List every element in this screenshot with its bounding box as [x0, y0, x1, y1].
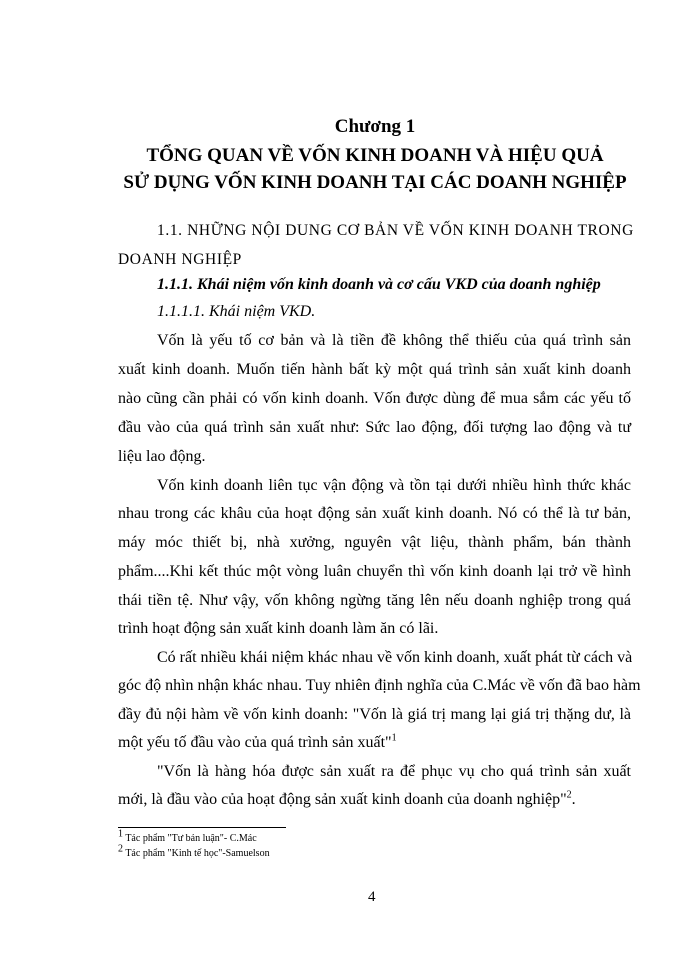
paragraph-4-line-1: "Vốn là hàng hóa được sản xuất ra để phục vụ cho quá trình sản xuất	[157, 763, 631, 780]
subsubsection-heading: 1.1.1.1. Khái niệm VKD.	[157, 303, 316, 320]
paragraph-4-line-2-text: mới, là đầu vào của hoạt động sản xuất kinh doanh của doanh nghiệp"	[118, 791, 567, 808]
footnote-2-number: 2	[118, 843, 123, 855]
paragraph-3-line-3: đầy đủ nội hàm về vốn kinh doanh: "Vốn là giá trị mang lại giá trị thặng dư, là	[118, 706, 631, 723]
paragraph-3-line-2: góc độ nhìn nhận khác nhau. Tuy nhiên định nghĩa của C.Mác về vốn đã bao hàm	[118, 677, 641, 694]
chapter-label: Chương 1	[334, 116, 416, 137]
subsection-heading: 1.1.1. Khái niệm vốn kinh doanh và cơ cấu VKD của doanh nghiệp	[157, 276, 601, 293]
chapter-title-line-1: TỔNG QUAN VỀ VỐN KINH DOANH VÀ HIỆU QUẢ	[146, 145, 604, 166]
footnote-1	[118, 828, 257, 844]
paragraph-4-line-2	[118, 791, 576, 809]
footnote-ref-2: 2	[566, 789, 572, 801]
paragraph-1-line-5: liệu lao động.	[118, 448, 206, 465]
footnote-1-number: 1	[118, 828, 123, 840]
page-number: 4	[368, 889, 376, 905]
paragraph-3-line-1: Có rất nhiều khái niệm khác nhau về vốn kinh doanh, xuất phát từ cách và	[157, 649, 633, 666]
paragraph-2-line-5: thái tiền tệ. Như vậy, vốn không ngừng tăng lên nếu doanh nghiệp trong quá	[118, 592, 631, 609]
paragraph-2-line-3: máy móc thiết bị, nhà xưởng, nguyên vật liệu, thành phẩm, bán thành	[118, 534, 631, 551]
paragraph-2-line-6: trình hoạt động sản xuất kinh doanh làm ăn có lãi.	[118, 620, 439, 637]
footnote-1-text: Tác phẩm "Tư bản luận"- C.Mác	[125, 833, 257, 844]
paragraph-1-line-3: nào cũng cần phải có vốn kinh doanh. Vốn được dùng để mua sắm các yếu tố	[118, 390, 631, 407]
paragraph-2-line-2: nhau trong các khâu của hoạt động sản xuất kinh doanh. Nó có thể là tư bản,	[118, 505, 631, 522]
paragraph-1-line-2: xuất kinh doanh. Muốn tiến hành bất kỳ một quá trình sản xuất kinh doanh	[118, 361, 631, 378]
footnote-2-text: Tác phẩm "Kinh tế học"-Samuelson	[125, 848, 270, 859]
footnote-ref-1: 1	[391, 732, 397, 744]
paragraph-1-line-1: Vốn là yếu tố cơ bản và là tiền đề không thể thiếu của quá trình sản	[157, 332, 631, 349]
section-heading-line-2: DOANH NGHIỆP	[118, 251, 242, 268]
paragraph-2-line-1: Vốn kinh doanh liên tục vận động và tồn tại dưới nhiều hình thức khác	[157, 477, 631, 494]
paragraph-3-line-4	[118, 734, 397, 752]
paragraph-2-line-4: phẩm....Khi kết thúc một vòng luân chuyển thì vốn kinh doanh lại trở về hình	[118, 563, 631, 580]
paragraph-3-line-4-text: một yếu tố đầu vào của quá trình sản xuất"	[118, 734, 392, 751]
section-heading-line-1: 1.1. NHỮNG NỘI DUNG CƠ BẢN VỀ VỐN KINH DOANH TRONG	[157, 222, 634, 239]
paragraph-1-line-4: đầu vào của quá trình sản xuất như: Sức lao động, đối tượng lao động và tư	[118, 419, 631, 436]
footnote-separator	[118, 827, 286, 828]
chapter-title-line-2: SỬ DỤNG VỐN KINH DOANH TẠI CÁC DOANH NGHIỆP	[123, 172, 627, 193]
paragraph-4-end: .	[571, 791, 576, 808]
footnote-2	[118, 843, 270, 859]
